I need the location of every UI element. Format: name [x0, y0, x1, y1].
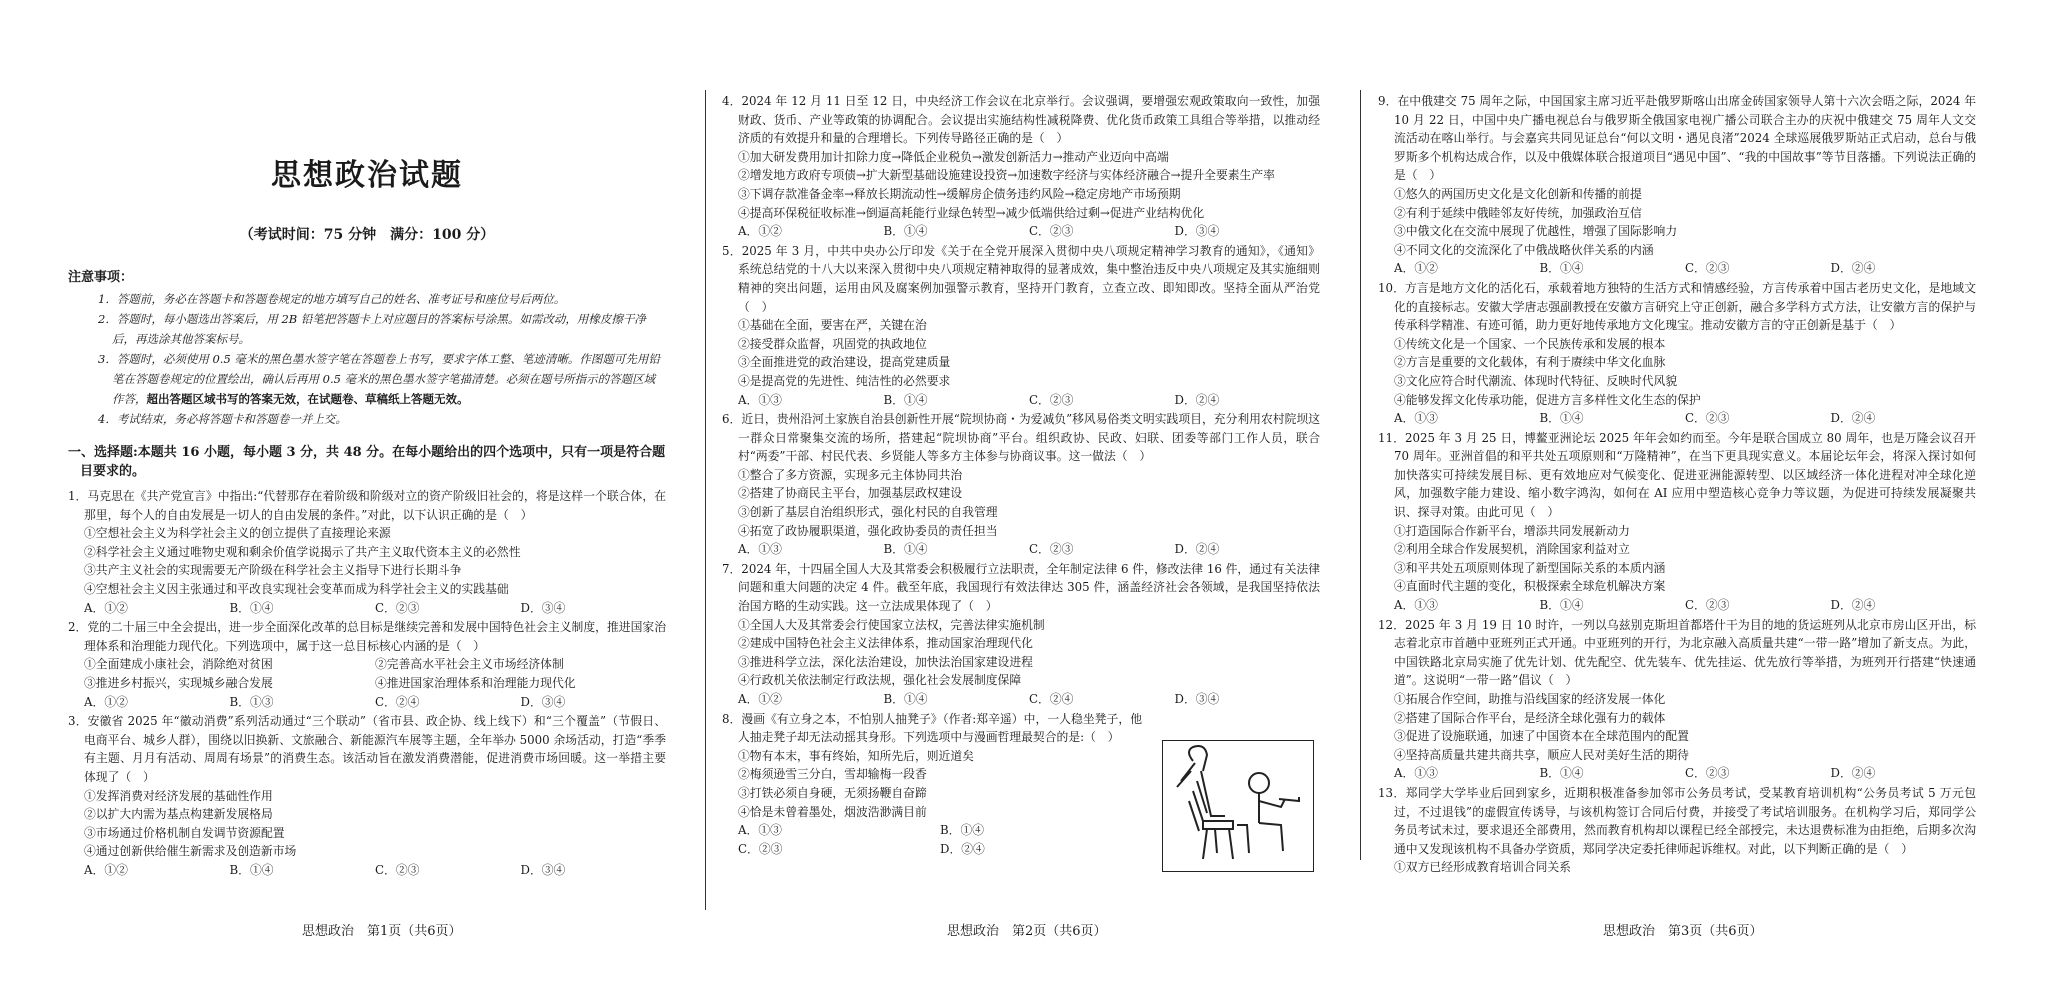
question-8 [722, 710, 1320, 859]
answer-row [722, 821, 1142, 840]
question-4 [722, 92, 1320, 241]
option-statement: ②搭建了协商民主平台，加强基层政权建设 [738, 486, 963, 501]
option-statement: ①发挥消费对经济发展的基础性作用 [84, 788, 273, 803]
notice-heading: 注意事项： [68, 270, 134, 285]
answer-choice[interactable]: A．①② [84, 600, 128, 615]
option-statement: ④通过创新供给催生新需求及创造新市场 [84, 844, 297, 859]
option-statement: ③打铁必须自身硬，无须扬鞭自奋蹄 [738, 785, 927, 800]
option-statement: ④推进国家治理体系和治理能力现代化 [375, 675, 576, 690]
answer-choice[interactable]: B．①③ [229, 694, 274, 709]
answer-choice[interactable]: A．①② [1394, 261, 1438, 276]
question-stem: 5．2025 年 3 月，中共中央办公厅印发《关于在全党开展深入贯彻中央八项规定精神学习教育的通知》，《通知》系统总结党的十八大以来深入贯彻中央八项规定精神取得的显著成效，集中整治违反中央八项规定及其实施细则精神的突出问题，运用由风及腐案例加强警示教育，坚持开门教育，立查立改、即知即改。坚持全面从严治党（ ） [722, 243, 1320, 314]
answer-choice[interactable]: C．②③ [1029, 542, 1074, 557]
option-statement: ④能够发挥文化传承功能，促进方言多样性文化生态的保护 [1394, 392, 1701, 407]
answer-choice[interactable]: C．②③ [1685, 766, 1730, 781]
answer-choice[interactable]: D．②④ [1174, 542, 1220, 557]
answer-choice[interactable]: C．②③ [738, 841, 783, 856]
question-stem: 3．安徽省 2025 年“徽动消费”系列活动通过“三个联动”（省市县、政企协、线上线下）和“三个覆盖”（节假日、电商平台、城乡人群），围绕以旧换新、文旅融合、新能源汽车展等主题，全年举办 5000 余场活动，打造“季季有主题、月月有活动、周周有场景”的消费生态。该活动旨在激发消费潜能，促进消费市场回暖。这一举措主要体现了（ ） [68, 714, 666, 784]
page-footer: 思想政治 第2页（共6页） [947, 924, 1107, 939]
question-7 [722, 560, 1320, 709]
notice-bold-text: 超出答题区域书写的答案无效，在试题卷、草稿纸上答题无效。 [146, 392, 469, 406]
answer-row [68, 861, 666, 880]
answer-choice[interactable]: C．②③ [375, 600, 420, 615]
answer-choice[interactable]: B．①④ [883, 692, 928, 706]
option-statement: ①全国人大及其常委会行使国家立法权，完善法律实施机制 [738, 617, 1045, 632]
answer-choice[interactable]: C．②③ [1029, 224, 1074, 239]
option-statement: ②完善高水平社会主义市场经济体制 [375, 657, 564, 672]
question-list [722, 92, 1320, 858]
option-statement: ①双方已经形成教育培训合同关系 [1394, 860, 1571, 875]
question-stem: 12．2025 年 3 月 19 日 10 时许，一列以乌兹别克斯坦首都塔什干为目的地的货运班列从北京市房山区开出，标志着北京市首趟中亚班列正式开通。中亚班列的开行，为北京融入高质量共建“一带一路”增加了新支点。为此，中国铁路北京局实施了优先计划、优先配空、优先装车、优先挂运、优先放行等举措，为班列开行搭建“快速通道”。这说明“一带一路”倡议（ ） [1378, 617, 1976, 688]
option-statement: ①全面建成小康社会，消除绝对贫困 [84, 657, 273, 672]
page-2-column [722, 92, 1320, 859]
option-statement: ④恰是未曾着墨处，烟波浩渺满目前 [738, 804, 927, 819]
exam-subtitle: （考试时间：75 分钟 满分：100 分） [239, 227, 495, 243]
option-statement: ④空想社会主义因主张通过和平改良实现社会变革而成为科学社会主义的实践基础 [84, 581, 509, 596]
notice-item: 4．考试结束，务必将答题卡和答题卷一并上交。 [98, 412, 347, 426]
answer-choice[interactable]: B．①④ [940, 823, 985, 838]
option-statement: ④是提高党的先进性、纯洁性的必然要求 [738, 373, 951, 388]
option-statement: ③全面推进党的政治建设，提高党建质量 [738, 355, 951, 370]
answer-choice[interactable]: B．①④ [1539, 411, 1584, 426]
option-statement: ②接受群众监督，巩固党的执政地位 [738, 336, 927, 351]
answer-choice[interactable]: D．②④ [1830, 261, 1876, 276]
answer-choice[interactable]: D．③④ [1174, 224, 1220, 239]
page-footer: 思想政治 第1页（共6页） [302, 924, 462, 939]
answer-choice[interactable]: D．③④ [520, 862, 566, 877]
option-statement: ②方言是重要的文化载体，有利于赓续中华文化血脉 [1394, 355, 1666, 370]
question-stem: 10．方言是地方文化的活化石，承载着地方独特的生活方式和情感经验，方言传承着中国古老历史文化，是地域文化的直接标志。安徽大学唐志强副教授在安徽方言研究上守正创新，融合多学科方式方法，让安徽方言的保护与传承科学精准、有迹可循，助力更好地传承地方文化瑰宝。推动安徽方言的守正创新是基于（ ） [1378, 280, 1976, 333]
option-row [68, 674, 666, 693]
option-statement: ③下调存款准备金率→释放长期流动性→缓解房企债务违约风险→稳定房地产市场预期 [738, 186, 1181, 201]
answer-choice[interactable]: B．①④ [1539, 598, 1584, 613]
option-statement: ②以扩大内需为基点构建新发展格局 [84, 807, 273, 822]
option-statement: ②科学社会主义通过唯物史观和剩余价值学说揭示了共产主义取代资本主义的必然性 [84, 544, 521, 559]
answer-choice[interactable]: C．②③ [1685, 411, 1730, 426]
option-statement: ④直面时代主题的变化，积极探索全球危机解决方案 [1394, 579, 1666, 594]
answer-choice[interactable]: C．②④ [375, 694, 420, 709]
question-stem: 1．马克思在《共产党宣言》中指出:“代替那存在着阶级和阶级对立的资产阶级旧社会的，将是这样一个联合体，在那里，每个人的自由发展是一切人的自由发展的条件。”对此，以下认识正确的是（ ） [68, 489, 666, 522]
question-2 [68, 618, 666, 711]
answer-choice[interactable]: D．②④ [1830, 598, 1876, 613]
answer-choice[interactable]: B．①④ [229, 600, 274, 615]
notice-list [68, 289, 666, 429]
option-statement: ③推进科学立法，深化法治建设，加快法治国家建设进程 [738, 654, 1033, 669]
option-statement: ②利用全球合作发展契机，消除国家利益对立 [1394, 542, 1630, 557]
option-statement: ④拓宽了政协履职渠道，强化政协委员的责任担当 [738, 523, 998, 538]
option-statement: ①悠久的两国历史文化是文化创新和传播的前提 [1394, 186, 1642, 201]
answer-choice[interactable]: A．①② [738, 692, 782, 706]
answer-choice[interactable]: B．①④ [883, 392, 928, 407]
answer-row [1378, 764, 1976, 783]
answer-choice[interactable]: D．②④ [1174, 392, 1220, 407]
option-statement: ①加大研发费用加计扣除力度→降低企业税负→激发创新活力→推动产业迈向中高端 [738, 149, 1169, 164]
question-list [68, 487, 666, 879]
option-statement: ①传统文化是一个国家、一个民族传承和发展的根本 [1394, 336, 1666, 351]
answer-choice[interactable]: D．③④ [1174, 692, 1220, 706]
column-divider [705, 90, 706, 910]
question-list [1378, 92, 1976, 877]
page-1-column [68, 92, 666, 880]
answer-choice[interactable]: A．①② [84, 862, 128, 877]
option-statement: ③市场通过价格机制自发调节资源配置 [84, 825, 285, 840]
question-1 [68, 487, 666, 617]
answer-choice[interactable]: D．②④ [1830, 411, 1876, 426]
answer-choice[interactable]: C．②③ [1685, 261, 1730, 276]
answer-choice[interactable]: A．①③ [1394, 598, 1438, 613]
answer-choice[interactable]: C．②③ [1029, 392, 1074, 407]
answer-choice[interactable]: B．①④ [883, 224, 928, 239]
answer-choice[interactable]: A．①③ [1394, 411, 1438, 426]
option-statement: ②增发地方政府专项债→扩大新型基础设施建设投资→加速数字经济与实体经济融合→提升全要素生产率 [738, 168, 1275, 183]
answer-row [1378, 259, 1976, 278]
answer-choice[interactable]: B．①④ [1539, 261, 1584, 276]
answer-row [68, 693, 666, 712]
question-stem: 9．在中俄建交 75 周年之际，中国国家主席习近平赴俄罗斯喀山出席金砖国家领导人第十六次会晤之际，2024 年 10 月 22 日，中国中央广播电视总台与俄罗斯全俄国家电视广播公司联合主办的庆祝中俄建交 75 周年人文交流活动在喀山举行。与会嘉宾共同见证总台“何以文明・遇见良渚”2024 全球巡展俄罗斯站正式启动，总台与俄罗斯多个机构达成合作，以及中俄媒体联合报道项目“遇见中国”、“我的中国故事”等节目落播。下列说法正确的是（ ） [1378, 94, 1976, 183]
answer-choice[interactable]: B．①④ [883, 542, 928, 557]
answer-row [722, 690, 1320, 709]
question-10 [1378, 279, 1976, 428]
question-9 [1378, 92, 1976, 278]
option-statement: ①拓展合作空间，助推与沿线国家的经济发展一体化 [1394, 692, 1666, 706]
answer-choice[interactable]: A．①③ [738, 542, 782, 557]
exam-title: 思想政治试题 [271, 158, 463, 193]
answer-choice[interactable]: D．③④ [520, 694, 566, 709]
answer-choice[interactable]: B．①④ [229, 862, 274, 877]
option-statement: ③推进乡村振兴，实现城乡融合发展 [84, 675, 273, 690]
section-heading: 一、选择题:本题共 16 小题，每小题 3 分，共 48 分。在每小题给出的四个选项中，只有一项是符合题目要求的。 [68, 445, 666, 479]
answer-choice[interactable]: A．①③ [738, 823, 782, 838]
option-statement: ①打造国际合作新平台，增添共同发展新动力 [1394, 523, 1630, 538]
answer-choice[interactable]: D．③④ [520, 600, 566, 615]
cartoon-illustration [1162, 740, 1314, 872]
answer-choice[interactable]: A．①② [738, 224, 782, 239]
question-stem: 2．党的二十届三中全会提出，进一步全面深化改革的总目标是继续完善和发展中国特色社会主义制度，推进国家治理体系和治理能力现代化。下列选项中，属于这一总目标核心内涵的是（ ） [68, 620, 666, 653]
option-statement: ②建成中国特色社会主义法律体系，推动国家治理现代化 [738, 636, 1033, 651]
option-statement: ④行政机关依法制定行政法规，强化社会发展制度保障 [738, 673, 1022, 688]
question-stem: 13．郑同学大学毕业后回到家乡，近期积极准备参加邻市公务员考试，受某教育培训机构“公务员考试 5 万元包过，不过退钱”的虚假宣传诱导，与该机构签订合同后付费，并接受了考试培训服务。在机构学习后，郑同学公务员考试未过，要求退还全部费用，然而教育机构却以课程已经全部授完，未达退费标准为由拒绝，后期多次沟通中又发现该机构不具备办学资质，郑同学决定委托律师起诉维权。对此，以下判断正确的是（ ） [1378, 785, 1976, 856]
answer-choice[interactable]: C．②③ [1685, 598, 1730, 613]
option-statement: ③创新了基层自治组织形式，强化村民的自我管理 [738, 505, 998, 520]
answer-row [722, 840, 1142, 859]
question-13 [1378, 784, 1976, 877]
option-statement: ③和平共处五项原则体现了新型国际关系的本质内涵 [1394, 560, 1666, 575]
page-footer: 思想政治 第3页（共6页） [1603, 924, 1763, 939]
option-row [68, 655, 666, 674]
column-divider [1360, 90, 1361, 860]
option-statement: ①基础在全面，要害在严，关键在治 [738, 318, 927, 333]
answer-row [68, 599, 666, 618]
notice-item [98, 349, 666, 409]
answer-choice[interactable]: D．②④ [940, 841, 985, 856]
answer-choice[interactable]: D．②④ [1830, 766, 1876, 781]
option-statement: ①物有本末，事有终始，知所先后，则近道矣 [738, 748, 974, 763]
answer-choice[interactable]: B．①④ [1539, 766, 1584, 781]
option-statement: ③促进了设施联通，加速了中国资本在全球范围内的配置 [1394, 729, 1689, 744]
option-statement: ②搭建了国际合作平台，是经济全球化强有力的载体 [1394, 710, 1666, 725]
answer-choice[interactable]: A．①② [84, 694, 128, 709]
question-5 [722, 242, 1320, 409]
question-stem: 8．漫画《有立身之本，不怕别人抽凳子》（作者:郑辛遥）中，一人稳坐凳子，他人抽走凳子却无法动摇其身形。下列选项中与漫画哲理最契合的是:（ ） [722, 711, 1142, 745]
notice-item: 2．答题时，每小题选出答案后，用 2B 铅笔把答题卡上对应题目的答案标号涂黑。如需改动，用橡皮擦干净后，再选涂其他答案标号。 [98, 312, 646, 346]
answer-choice[interactable]: A．①③ [738, 392, 782, 407]
option-statement: ③文化应符合时代潮流、体现时代特征、反映时代风貌 [1394, 373, 1678, 388]
option-statement: ②梅须逊雪三分白，雪却输梅一段香 [738, 767, 927, 782]
option-statement: ③共产主义社会的实现需要无产阶级在科学社会主义指导下进行长期斗争 [84, 563, 462, 578]
question-stem: 11．2025 年 3 月 25 日，博鳌亚洲论坛 2025 年年会如约而至。今年是联合国成立 80 周年，也是万隆会议召开 70 周年。亚洲首倡的和平共处五项原则和“万隆精神”，在当下更具现实意义。本届论坛年会，将深入探讨如何加快落实可持续发展目标、更有效地应对气候变化、促进亚洲能源转型、以区域经济一体化进程对冲全球化逆风，加强数字能力建设、缩小数字鸿沟，如何在 AI 应用中塑造核心竞争力等议题，为促进可持续发展凝聚共识、探寻对策。由此可见（ ） [1378, 430, 1976, 520]
option-statement: ④不同文化的交流深化了中俄战略伙伴关系的内涵 [1394, 242, 1654, 257]
option-statement: ④坚持高质量共建共商共享，顺应人民对美好生活的期待 [1394, 747, 1689, 762]
question-stem: 6．近日，贵州沿河土家族自治县创新性开展“院坝协商・为爱减负”移风易俗类文明实践项目，充分利用农村院坝这一群众日常聚集交流的场所，搭建起“院坝协商”平台。组织政协、民政、妇联、团委等部门工作人员，联合村“两委”干部、村民代表、乡贤能人等多方主体参与协商议事。这一做法（ ） [722, 412, 1320, 464]
page-3-column [1378, 92, 1976, 878]
question-12 [1378, 616, 1976, 783]
answer-row [1378, 409, 1976, 428]
answer-choice[interactable]: C．②④ [1029, 692, 1074, 706]
answer-row [722, 222, 1320, 241]
option-statement: ③中俄文化在交流中展现了优越性，增强了国际影响力 [1394, 224, 1678, 239]
notice-text: 3．答题时，必须使用 0.5 毫米的黑色墨水签字笔在答题卷上书写，要求字体工整、笔迹清晰。作图题可先用铅笔在答题卷规定的位置绘出，确认后再用 0.5 毫米的黑色墨水签字笔描清楚。必须在题号所指示的答题区域作答， [98, 352, 660, 406]
question-stem: 7．2024 年，十四届全国人大及其常委会积极履行立法职责，全年制定法律 6 件，修改法律 16 件，通过有关法律问题和重大问题的决定 4 件。截至年底，我国现行有效法律达 305 件，涵盖经济社会各领域，是我国坚持依法治国方略的生动实践。这一立法成果体现了（ ） [722, 561, 1320, 614]
option-statement: ④提高环保税征收标准→倒逼高耗能行业绿色转型→减少低端供给过剩→促进产业结构优化 [738, 205, 1205, 220]
question-stem: 4．2024 年 12 月 11 日至 12 日，中央经济工作会议在北京举行。会议强调，要增强宏观政策取向一致性，加强财政、货币、产业等政策的协调配合。会议提出实施结构性减税降费、优化货币政策工具组合等举措，以推动经济质的有效提升和量的合理增长。下列传导路径正确的是（ ） [722, 94, 1320, 146]
answer-row [1378, 596, 1976, 615]
answer-row [722, 391, 1320, 410]
question-11 [1378, 429, 1976, 615]
answer-choice[interactable]: A．①③ [1394, 766, 1438, 781]
option-statement: ①整合了多方资源，实现多元主体协同共治 [738, 467, 963, 482]
question-text-block [722, 710, 1142, 859]
answer-row [722, 540, 1320, 559]
question-6 [722, 410, 1320, 559]
question-3 [68, 712, 666, 879]
option-statement: ①空想社会主义为科学社会主义的创立提供了直接理论来源 [84, 526, 391, 541]
option-statement: ②有利于延续中俄睦邻友好传统，加强政治互信 [1394, 205, 1642, 220]
answer-choice[interactable]: C．②③ [375, 862, 420, 877]
notice-item: 1．答题前，务必在答题卡和答题卷规定的地方填写自己的姓名、准考证号和座位号后两位。 [98, 292, 566, 306]
